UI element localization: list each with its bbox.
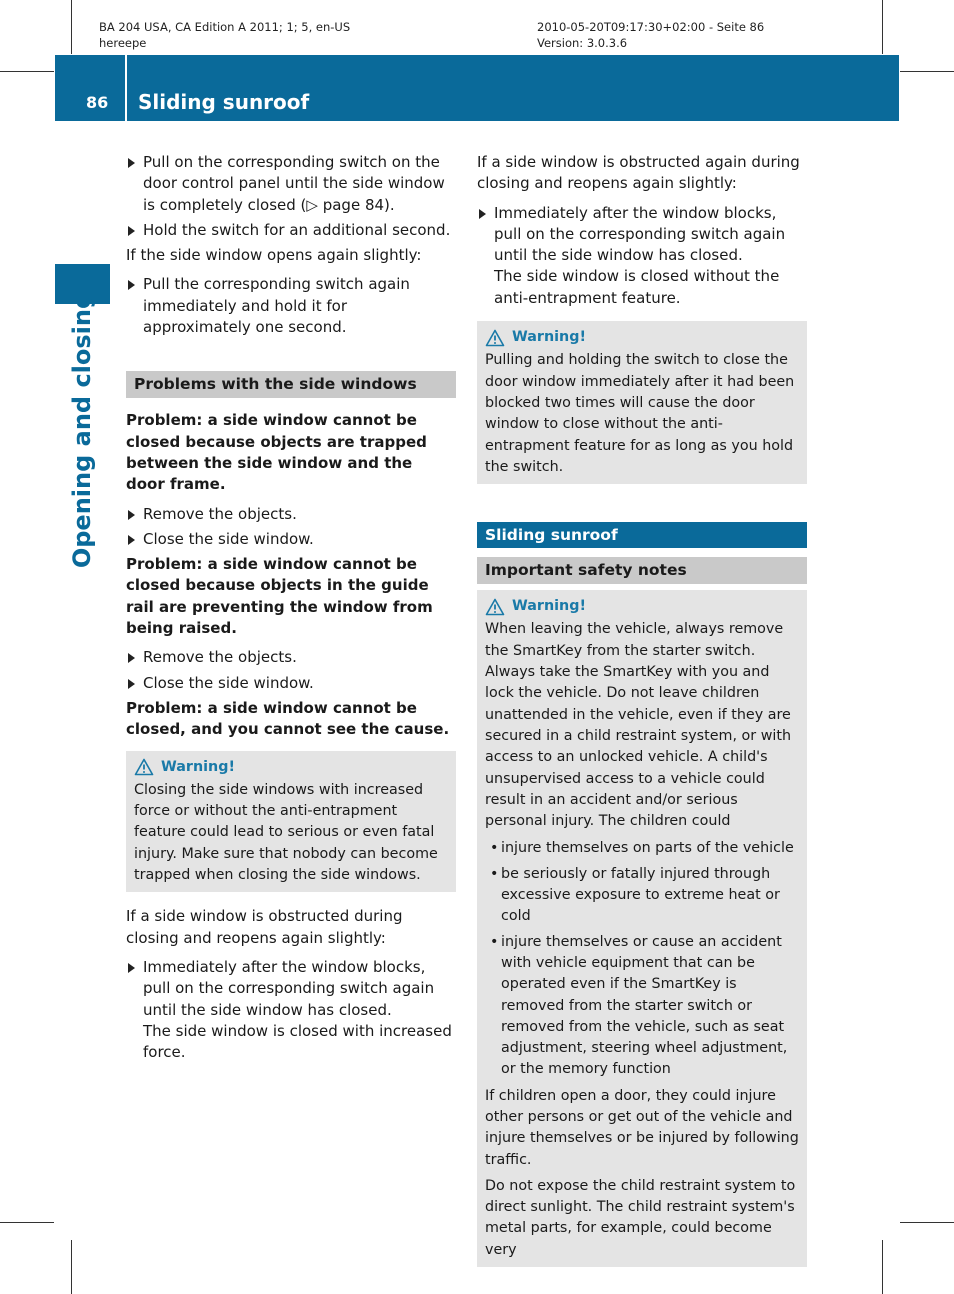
- warning-triangle-icon: [485, 329, 505, 347]
- instruction-step: Pull on the corresponding switch on the door control panel until the side window is completely closed (▷ page 84).: [126, 152, 456, 216]
- warning-text: If children open a door, they could injure other persons or get out of the vehicle and injure themselves or be injured by following traffic.: [485, 1087, 799, 1168]
- step-text: Immediately after the window blocks, pull on the corresponding switch again until the side window has closed.: [143, 957, 435, 1019]
- instruction-step: Remove the objects.: [126, 504, 456, 525]
- warning-title: [134, 757, 448, 778]
- instruction-step: Close the side window.: [126, 673, 456, 694]
- crop-mark: [0, 1222, 54, 1223]
- subsection-heading: Important safety notes: [477, 557, 807, 584]
- warning-label: Warning!: [512, 598, 586, 615]
- warning-title: [485, 327, 799, 348]
- meta-line: 2010-05-20T09:17:30+02:00 - Seite 86: [537, 20, 765, 34]
- warning-triangle-icon: [134, 758, 154, 776]
- step-text: Immediately after the window blocks, pull on the corresponding switch again until the side window has closed.: [494, 203, 786, 265]
- chapter-label: Opening and closing: [68, 291, 96, 569]
- instruction-step: Remove the objects.: [126, 647, 456, 668]
- crop-mark: [900, 1222, 954, 1223]
- warning-label: Warning!: [161, 758, 235, 775]
- problem-statement: Problem: a side window cannot be closed because objects are trapped between the side window and the door frame.: [126, 411, 427, 494]
- warning-box: [126, 751, 456, 893]
- instruction-step: Close the side window.: [126, 529, 456, 550]
- step-result: The side window is closed without the anti-entrapment feature.: [494, 267, 780, 307]
- warning-text: Closing the side windows with increased force or without the anti-entrapment feature could lead to serious or even fatal injury. Make sure that nobody can become trapped when closing the side windows.: [134, 781, 438, 884]
- warning-box: [477, 321, 807, 484]
- crop-mark: [71, 1240, 72, 1294]
- crop-mark: [900, 71, 954, 72]
- warning-list-item: • injure themselves or cause an accident with vehicle equipment that can be operated even if the SmartKey is removed from the starter switch or removed from the vehicle, such as seat adjustment, steering wheel adjustment, or the memory function: [485, 932, 799, 1081]
- warning-title: [485, 596, 799, 617]
- warning-label: Warning!: [512, 329, 586, 346]
- paragraph: If a side window is obstructed again during closing and reopens again slightly:: [477, 153, 800, 193]
- warning-triangle-icon: [485, 598, 505, 616]
- instruction-step: [477, 203, 807, 309]
- problem-statement: Problem: a side window cannot be closed, and you cannot see the cause.: [126, 698, 450, 739]
- right-column: [477, 152, 807, 1267]
- crop-mark: [71, 0, 72, 54]
- page-number: 86: [86, 93, 109, 112]
- meta-line: BA 204 USA, CA Edition A 2011; 1; 5, en-US: [99, 20, 351, 34]
- step-result: The side window is closed with increased force.: [143, 1021, 452, 1062]
- meta-line: Version: 3.0.3.6: [537, 36, 628, 50]
- problem-statement: Problem: a side window cannot be closed because objects in the guide rail are preventing the window from being raised.: [126, 555, 433, 638]
- paragraph: If a side window is obstructed during closing and reopens again slightly:: [126, 907, 403, 947]
- crop-mark: [882, 0, 883, 54]
- left-column: [126, 152, 456, 1067]
- section-heading: Problems with the side windows: [126, 371, 456, 398]
- page-title: Sliding sunroof: [138, 90, 310, 114]
- page-header: [55, 55, 899, 121]
- warning-list-item: • be seriously or fatally injured through excessive exposure to extreme heat or cold: [485, 864, 799, 928]
- warning-text: Pulling and holding the switch to close the door window immediately after it had been blocked two times will cause the door window to close without the anti-entrapment feature for as long as you hold the switch.: [485, 352, 795, 475]
- crop-mark: [882, 1240, 883, 1294]
- header-divider: [125, 55, 127, 121]
- warning-text: Do not expose the child restraint system to direct sunlight. The child restraint system's metal parts, for example, could become very: [485, 1177, 796, 1258]
- warning-box: [477, 590, 807, 1267]
- warning-text: When leaving the vehicle, always remove the SmartKey from the starter switch. Always take the SmartKey with you and lock the vehicle. Do not leave children unattended in the vehicle, even if they are secured in a child restraint system, or with access to an unlocked vehicle. A child's unsupervised access to a vehicle could result in an accident and/or serious personal injury. The children could: [485, 621, 792, 830]
- print-meta-right: [537, 19, 764, 51]
- paragraph: If the side window opens again slightly:: [126, 246, 422, 265]
- instruction-step: Hold the switch for an additional second.: [126, 220, 456, 241]
- instruction-step: Pull the corresponding switch again immediately and hold it for approximately one second.: [126, 274, 456, 338]
- section-heading-sliding-sunroof: Sliding sunroof: [477, 522, 807, 548]
- instruction-step: [126, 957, 456, 1063]
- print-meta-left: [99, 19, 350, 51]
- warning-list-item: • injure themselves on parts of the vehicle: [485, 838, 799, 859]
- crop-mark: [0, 71, 54, 72]
- meta-line: hereepe: [99, 36, 147, 50]
